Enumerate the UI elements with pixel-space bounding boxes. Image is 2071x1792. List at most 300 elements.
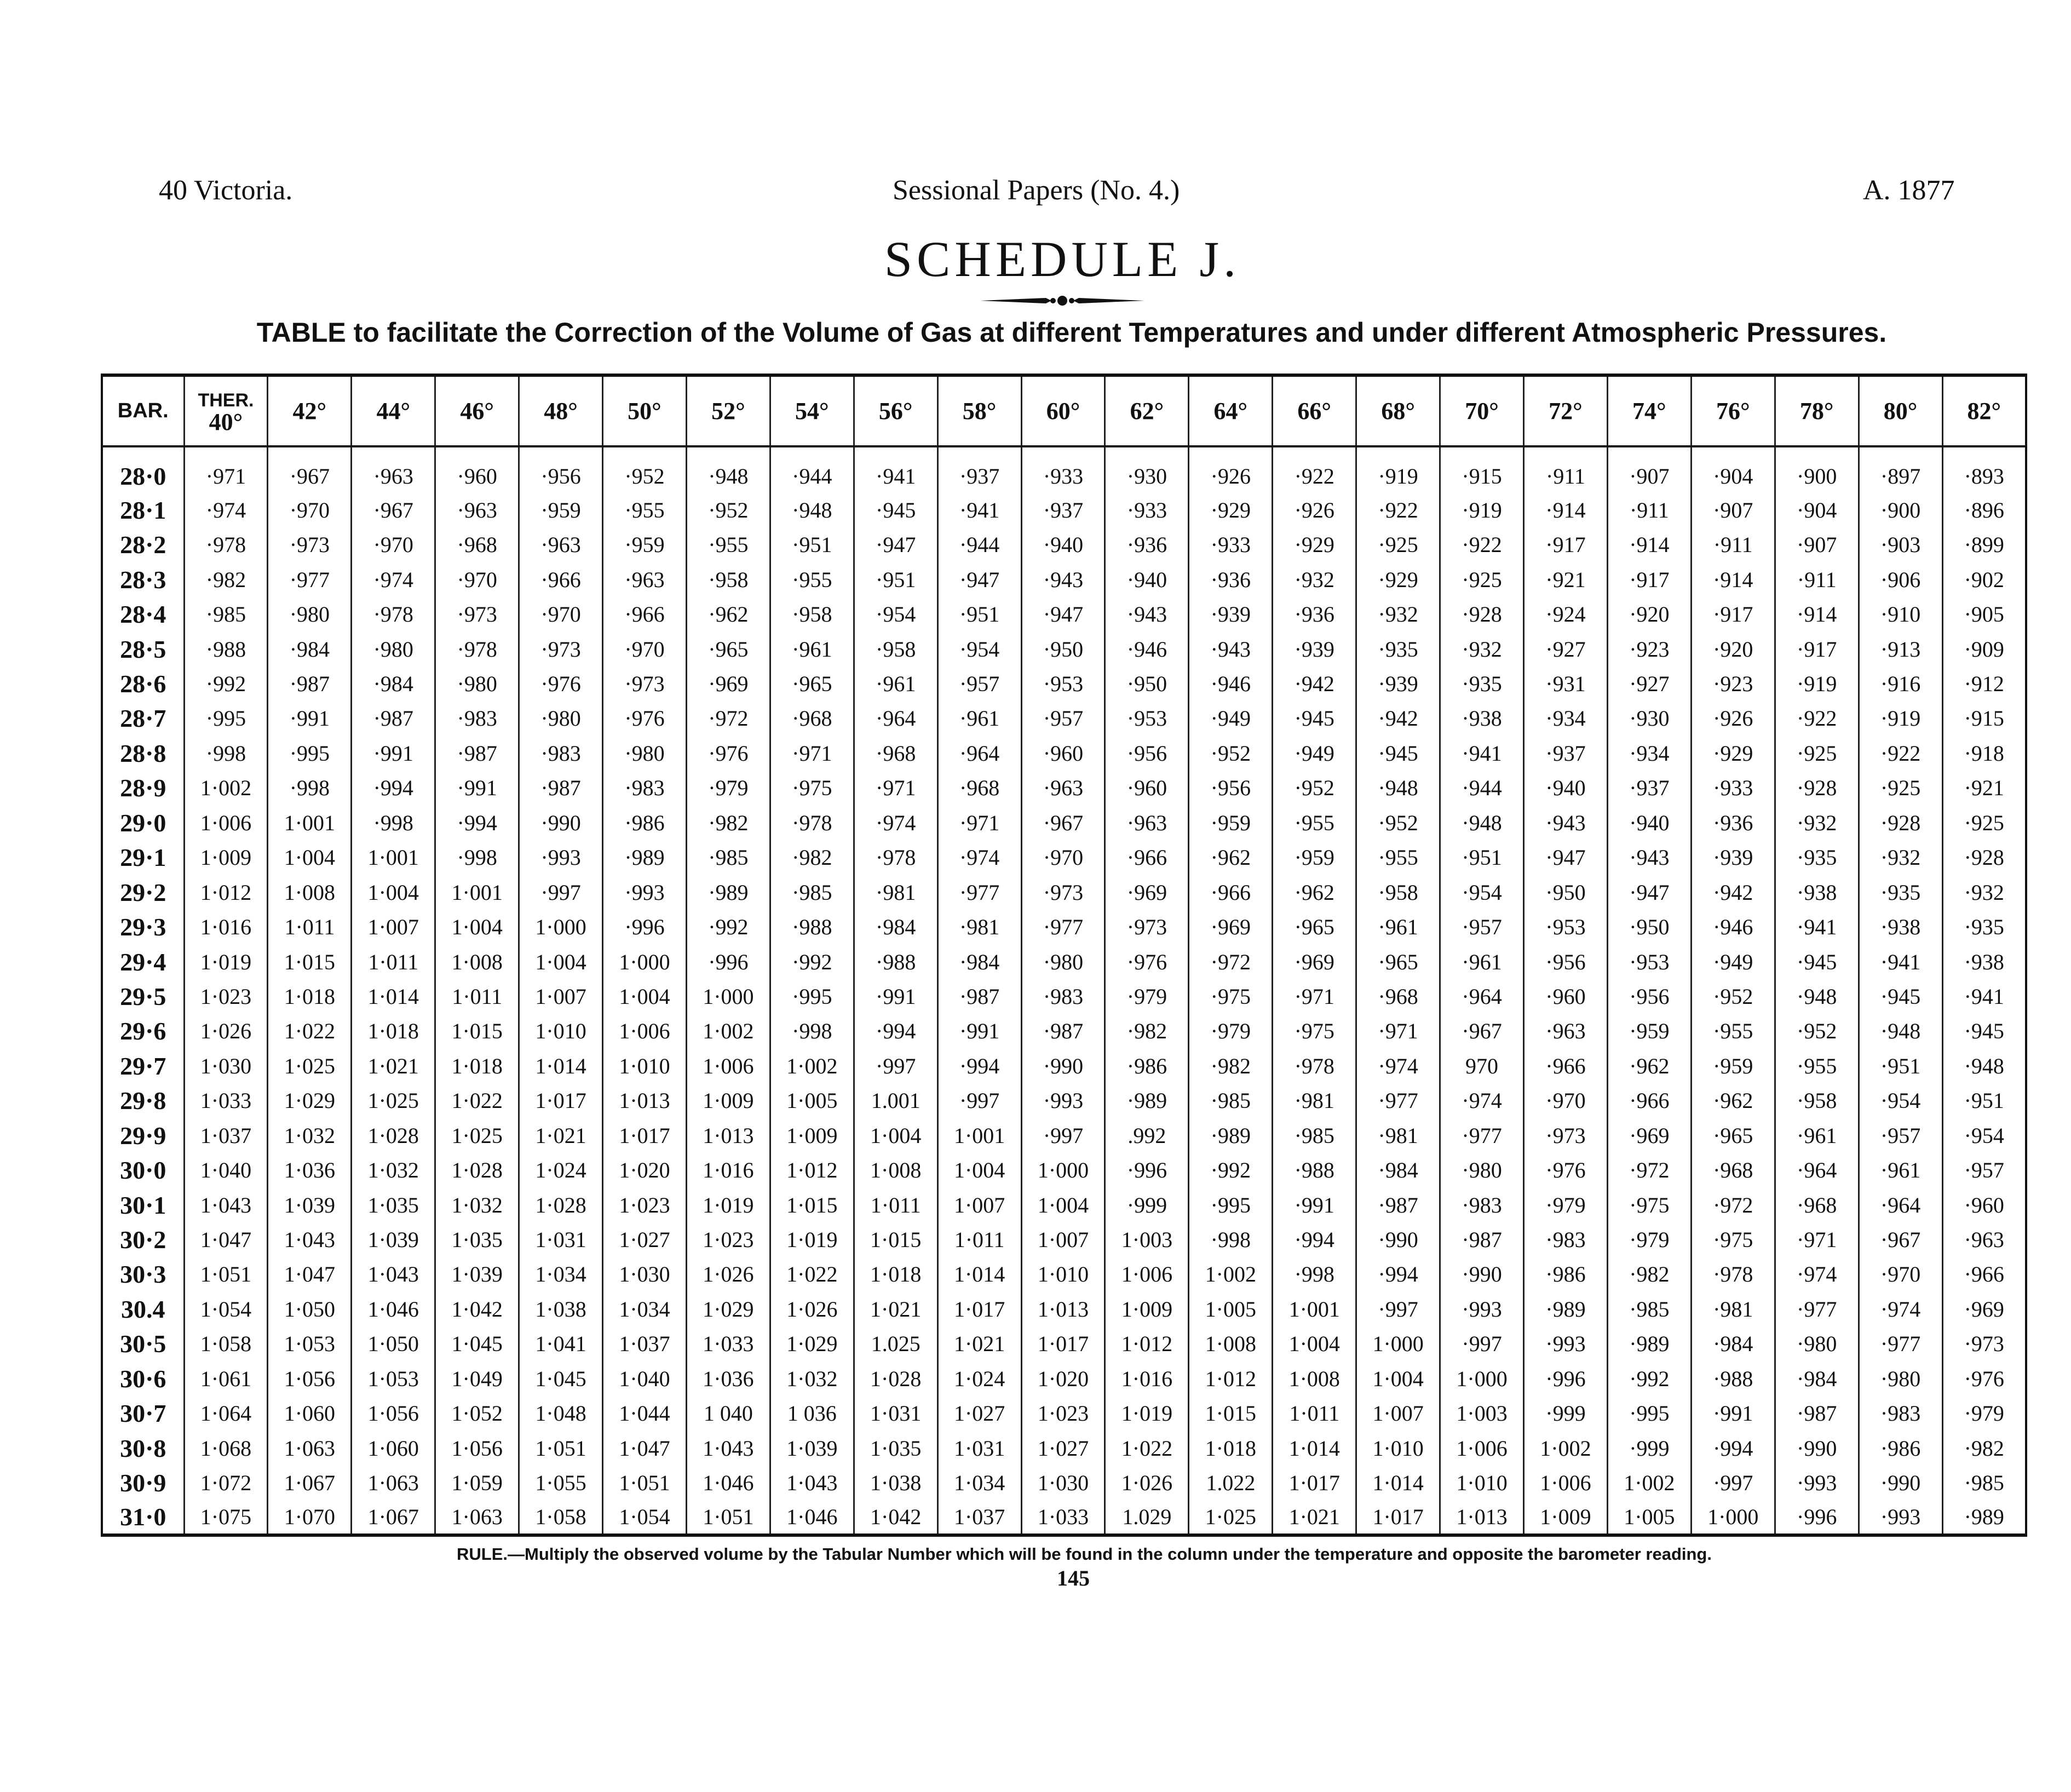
table-cell: 1·025 (352, 1083, 435, 1118)
table-cell: 1·046 (770, 1500, 854, 1535)
table-cell: ·998 (1189, 1222, 1273, 1257)
table-cell: 1·070 (268, 1500, 352, 1535)
barometer-reading: 28·4 (102, 597, 184, 631)
table-cell: 1·045 (519, 1362, 603, 1396)
table-cell: ·946 (1105, 631, 1189, 666)
table-cell: 1·046 (686, 1466, 770, 1500)
table-cell: ·945 (854, 493, 937, 527)
table-row (102, 875, 2026, 909)
table-cell: 1·031 (519, 1222, 603, 1257)
table-cell: 1·063 (268, 1431, 352, 1465)
barometer-reading: 30·6 (102, 1362, 184, 1396)
table-cell: 1·054 (603, 1500, 687, 1535)
table-cell: ·984 (268, 631, 352, 666)
table-cell: ·968 (1356, 979, 1440, 1014)
ther-label: THER. (198, 389, 254, 411)
table-cell: ·911 (1524, 446, 1608, 493)
table-cell: ·988 (854, 944, 937, 979)
temperature-header-17: 74° (1607, 375, 1691, 446)
temperature-header-9: 58° (937, 375, 1021, 446)
table-cell: 1·018 (1189, 1431, 1273, 1465)
table-cell: 1·004 (268, 840, 352, 875)
table-cell: 1·061 (184, 1362, 268, 1396)
table-cell: ·936 (1189, 562, 1273, 596)
table-cell: ·989 (686, 875, 770, 909)
table-cell: 1·017 (1021, 1326, 1105, 1361)
table-cell: ·968 (854, 736, 937, 771)
table-cell: ·995 (1189, 1187, 1273, 1222)
table-cell: ·922 (1775, 701, 1859, 736)
table-cell: 1·023 (603, 1187, 687, 1222)
table-cell: 1·000 (519, 910, 603, 944)
table-cell: ·916 (1859, 667, 1942, 701)
table-cell: ·978 (1273, 1049, 1356, 1083)
table-cell: ·942 (1356, 701, 1440, 736)
table-cell: ·956 (1189, 771, 1273, 805)
table-cell: 1·004 (435, 910, 519, 944)
table-cell: ·934 (1524, 701, 1608, 736)
table-cell: ·979 (1189, 1014, 1273, 1048)
temperature-header-10: 60° (1021, 375, 1105, 446)
table-cell: 1·008 (1273, 1362, 1356, 1396)
table-cell: ·987 (1021, 1014, 1105, 1048)
table-cell: ·954 (937, 631, 1021, 666)
table-cell: 1·016 (184, 910, 268, 944)
table-cell: ·975 (1691, 1222, 1775, 1257)
table-cell: ·955 (686, 527, 770, 562)
table-cell: ·983 (519, 736, 603, 771)
table-cell: ·932 (1859, 840, 1942, 875)
table-cell: ·984 (854, 910, 937, 944)
table-cell: 1·014 (1356, 1466, 1440, 1500)
table-cell: ·977 (1859, 1326, 1942, 1361)
table-cell: ·942 (1273, 667, 1356, 701)
table-cell: ·964 (854, 701, 937, 736)
barometer-reading: 28·7 (102, 701, 184, 736)
table-cell: ·977 (937, 875, 1021, 909)
table-cell: ·973 (1524, 1118, 1608, 1152)
table-cell: ·967 (1021, 806, 1105, 840)
table-cell: ·969 (1607, 1118, 1691, 1152)
table-cell: ·976 (1105, 944, 1189, 979)
barometer-reading: 29·0 (102, 806, 184, 840)
table-cell: ·949 (1189, 701, 1273, 736)
table-cell: 1·002 (1189, 1257, 1273, 1291)
table-cell: ·990 (1356, 1222, 1440, 1257)
table-cell: ·951 (770, 527, 854, 562)
table-cell: 1·011 (1273, 1396, 1356, 1431)
table-cell: ·982 (1607, 1257, 1691, 1291)
table-cell: ·921 (1942, 771, 2026, 805)
table-cell: 1·034 (603, 1292, 687, 1326)
table-cell: ·932 (1273, 562, 1356, 596)
table-cell: 1·021 (854, 1292, 937, 1326)
table-cell: ·944 (770, 446, 854, 493)
table-cell: 1·009 (184, 840, 268, 875)
rule-note: RULE.—Multiply the observed volume by the Tabular Number which will be found in the column under the temperature and opposite the barometer reading. (457, 1544, 1712, 1564)
table-cell: 1·037 (184, 1118, 268, 1152)
table-cell: 1·042 (435, 1292, 519, 1326)
table-cell: ·984 (937, 944, 1021, 979)
table-cell: ·959 (1607, 1014, 1691, 1048)
table-cell: 1·004 (352, 875, 435, 909)
table-cell: 1·038 (519, 1292, 603, 1326)
table-cell: ·987 (937, 979, 1021, 1014)
table-cell: 1·023 (1021, 1396, 1105, 1431)
temperature-header-12: 64° (1189, 375, 1273, 446)
table-cell: 1·004 (1356, 1362, 1440, 1396)
table-cell: ·935 (1942, 910, 2026, 944)
table-cell: 1·026 (184, 1014, 268, 1048)
table-cell: ·959 (1691, 1049, 1775, 1083)
table-cell: ·970 (352, 527, 435, 562)
table-cell: 1 040 (686, 1396, 770, 1431)
table-cell: ·961 (854, 667, 937, 701)
table-cell: ·965 (1273, 910, 1356, 944)
table-cell: 1·024 (937, 1362, 1021, 1396)
table-cell: 1·007 (1021, 1222, 1105, 1257)
table-cell: 1·055 (519, 1466, 603, 1500)
table-cell: 1·010 (519, 1014, 603, 1048)
table-cell: ·928 (1859, 806, 1942, 840)
table-cell: ·985 (1189, 1083, 1273, 1118)
table-cell: 1·012 (1189, 1362, 1273, 1396)
table-cell: ·971 (1273, 979, 1356, 1014)
table-cell: 1.022 (1189, 1466, 1273, 1500)
table-cell: 1·039 (352, 1222, 435, 1257)
table-cell: ·993 (519, 840, 603, 875)
table-cell: 1·004 (1021, 1187, 1105, 1222)
table-cell: 1·031 (854, 1396, 937, 1431)
table-cell: ·925 (1942, 806, 2026, 840)
temperature-header-7: 54° (770, 375, 854, 446)
table-cell: ·997 (519, 875, 603, 909)
table-row (102, 1187, 2026, 1222)
table-cell: ·928 (1775, 771, 1859, 805)
table-cell: ·963 (1942, 1222, 2026, 1257)
barometer-reading: 30·0 (102, 1153, 184, 1187)
table-cell: ·918 (1942, 736, 2026, 771)
table-cell: ·951 (854, 562, 937, 596)
table-cell: ·952 (603, 446, 687, 493)
table-cell: ·959 (603, 527, 687, 562)
table-cell: ·919 (1356, 446, 1440, 493)
gas-correction-table (101, 374, 2027, 1537)
table-cell: 1·036 (268, 1153, 352, 1187)
table-cell: 1·047 (268, 1257, 352, 1291)
table-cell: ·940 (1105, 562, 1189, 596)
table-cell: 1·004 (1273, 1326, 1356, 1361)
table-cell: 1·002 (1607, 1466, 1691, 1500)
table-cell: 1·039 (268, 1187, 352, 1222)
table-cell: ·997 (1440, 1326, 1524, 1361)
table-cell: ·952 (1189, 736, 1273, 771)
table-cell: ·940 (1021, 527, 1105, 562)
table-cell: ·986 (1524, 1257, 1608, 1291)
table-cell: 1·043 (184, 1187, 268, 1222)
table-cell: 1·028 (352, 1118, 435, 1152)
table-cell: ·952 (1356, 806, 1440, 840)
table-cell: ·936 (1273, 597, 1356, 631)
table-cell: ·977 (1356, 1083, 1440, 1118)
table-cell: ·978 (352, 597, 435, 631)
table-cell: ·982 (184, 562, 268, 596)
table-cell: 1·023 (686, 1222, 770, 1257)
table-cell: ·974 (1859, 1292, 1942, 1326)
table-cell: ·930 (1607, 701, 1691, 736)
table-cell: ·896 (1942, 493, 2026, 527)
table-row (102, 1118, 2026, 1152)
table-cell: ·972 (1189, 944, 1273, 979)
table-cell: ·965 (770, 667, 854, 701)
temperature-header-13: 66° (1273, 375, 1356, 446)
table-cell: ·995 (268, 736, 352, 771)
table-cell: ·960 (1021, 736, 1105, 771)
table-cell: 1·027 (937, 1396, 1021, 1431)
table-cell: ·922 (1273, 446, 1356, 493)
table-cell: ·970 (1021, 840, 1105, 875)
table-cell: ·974 (184, 493, 268, 527)
table-cell: ·948 (1440, 806, 1524, 840)
table-cell: ·979 (1607, 1222, 1691, 1257)
table-cell: 1.029 (1105, 1500, 1189, 1535)
temperature-header-1: 42° (268, 375, 352, 446)
table-cell: ·987 (435, 736, 519, 771)
table-cell: ·932 (1942, 875, 2026, 909)
table-cell: 1·024 (519, 1153, 603, 1187)
table-cell: ·930 (1105, 446, 1189, 493)
table-cell: ·962 (1607, 1049, 1691, 1083)
table-cell: ·961 (1775, 1118, 1859, 1152)
table-cell: 1·009 (770, 1118, 854, 1152)
barometer-reading: 29·3 (102, 910, 184, 944)
table-cell: 1·039 (435, 1257, 519, 1291)
table-cell: ·957 (1021, 701, 1105, 736)
table-cell: 1·022 (770, 1257, 854, 1291)
table-cell: 1·007 (937, 1187, 1021, 1222)
table-cell: ·968 (1691, 1153, 1775, 1187)
table-cell: ·985 (1273, 1118, 1356, 1152)
table-cell: ·962 (686, 597, 770, 631)
table-cell: ·920 (1691, 631, 1775, 666)
table-cell: 1·010 (603, 1049, 687, 1083)
table-cell: 1·015 (854, 1222, 937, 1257)
table-cell: ·995 (770, 979, 854, 1014)
table-row (102, 1326, 2026, 1361)
header-right-text: A. 1877 (1863, 175, 1955, 206)
table-row (102, 1431, 2026, 1465)
table-cell: ·939 (1691, 840, 1775, 875)
table-row (102, 1466, 2026, 1500)
table-cell: ·989 (1607, 1326, 1691, 1361)
table-cell: ·954 (1859, 1083, 1942, 1118)
table-cell: ·929 (1273, 527, 1356, 562)
table-cell: 1·022 (435, 1083, 519, 1118)
table-cell: 1·018 (435, 1049, 519, 1083)
table-cell: ·963 (352, 446, 435, 493)
table-cell: ·979 (1942, 1396, 2026, 1431)
table-cell: 1·022 (1105, 1431, 1189, 1465)
table-cell: ·983 (1859, 1396, 1942, 1431)
table-cell: ·962 (1691, 1083, 1775, 1118)
table-cell: ·966 (1105, 840, 1189, 875)
table-cell: 1·000 (1440, 1362, 1524, 1396)
table-cell: 1·056 (268, 1362, 352, 1396)
table-cell: 1·030 (1021, 1466, 1105, 1500)
table-cell: ·972 (1691, 1187, 1775, 1222)
table-cell: ·973 (603, 667, 687, 701)
table-row (102, 1049, 2026, 1083)
table-cell: ·992 (1189, 1153, 1273, 1187)
table-cell: ·935 (1775, 840, 1859, 875)
table-row (102, 1362, 2026, 1396)
table-cell: ·946 (1189, 667, 1273, 701)
table-cell: ·971 (770, 736, 854, 771)
table-cell: ·907 (1691, 493, 1775, 527)
table-cell: 1·001 (937, 1118, 1021, 1152)
table-cell: ·967 (1440, 1014, 1524, 1048)
table-cell: ·909 (1942, 631, 2026, 666)
table-row (102, 1222, 2026, 1257)
table-cell: 1·001 (435, 875, 519, 909)
table-row (102, 910, 2026, 944)
header-center-text: Sessional Papers (No. 4.) (893, 175, 1180, 206)
table-cell: 1·064 (184, 1396, 268, 1431)
table-cell: ·982 (1105, 1014, 1189, 1048)
table-cell: ·955 (770, 562, 854, 596)
table-cell: 1·033 (686, 1326, 770, 1361)
table-cell: ·998 (184, 736, 268, 771)
table-cell: ·993 (603, 875, 687, 909)
table-cell: 1·021 (352, 1049, 435, 1083)
table-cell: ·924 (1524, 597, 1608, 631)
table-cell: ·982 (1189, 1049, 1273, 1083)
table-cell: ·926 (1189, 446, 1273, 493)
table-cell: ·963 (603, 562, 687, 596)
table-cell: ·958 (854, 631, 937, 666)
table-cell: ·917 (1607, 562, 1691, 596)
table-cell: ·997 (937, 1083, 1021, 1118)
table-cell: ·943 (1607, 840, 1691, 875)
table-cell: ·897 (1859, 446, 1942, 493)
barometer-reading: 29·7 (102, 1049, 184, 1083)
table-cell: ·940 (1607, 806, 1691, 840)
table-cell: 1·034 (519, 1257, 603, 1291)
table-cell: ·996 (603, 910, 687, 944)
table-cell: ·911 (1607, 493, 1691, 527)
table-cell: ·993 (1021, 1083, 1105, 1118)
table-row (102, 527, 2026, 562)
table-cell: ·958 (686, 562, 770, 596)
table-cell: 1·017 (1273, 1466, 1356, 1500)
table-cell: 1·028 (435, 1153, 519, 1187)
table-cell: ·953 (1524, 910, 1608, 944)
table-cell: ·964 (937, 736, 1021, 771)
table-cell: ·990 (519, 806, 603, 840)
table-cell: 1·008 (1189, 1326, 1273, 1361)
table-cell: ·935 (1859, 875, 1942, 909)
table-cell: ·910 (1859, 597, 1942, 631)
table-cell: ·947 (1607, 875, 1691, 909)
table-cell: ·963 (1021, 771, 1105, 805)
table-cell: ·914 (1607, 527, 1691, 562)
table-cell: ·903 (1859, 527, 1942, 562)
table-cell: 1·007 (519, 979, 603, 1014)
table-cell: ·978 (770, 806, 854, 840)
table-cell: ·999 (1524, 1396, 1608, 1431)
table-cell: ·951 (937, 597, 1021, 631)
table-cell: ·962 (1189, 840, 1273, 875)
table-cell: ·964 (1775, 1153, 1859, 1187)
table-cell: ·998 (435, 840, 519, 875)
table-cell: ·998 (352, 806, 435, 840)
table-cell: ·997 (1691, 1466, 1775, 1500)
table-cell: 1·027 (603, 1222, 687, 1257)
page-number: 145 (1057, 1566, 1090, 1590)
table-cell: 1·063 (435, 1500, 519, 1535)
table-row (102, 493, 2026, 527)
barometer-reading: 30·8 (102, 1431, 184, 1465)
table-cell: ·978 (435, 631, 519, 666)
table-cell: ·937 (1524, 736, 1608, 771)
table-cell: ·937 (1021, 493, 1105, 527)
table-cell: 1·011 (352, 944, 435, 979)
table-cell: ·991 (854, 979, 937, 1014)
table-cell: ·932 (1356, 597, 1440, 631)
table-cell: 1·036 (686, 1362, 770, 1396)
table-cell: ·945 (1942, 1014, 2026, 1048)
temperature-header-16: 72° (1524, 375, 1608, 446)
table-cell: 1·050 (352, 1326, 435, 1361)
table-cell: ·893 (1942, 446, 2026, 493)
barometer-reading: 31·0 (102, 1500, 184, 1535)
table-cell: ·970 (1524, 1083, 1608, 1118)
table-row (102, 597, 2026, 631)
table-cell: ·987 (519, 771, 603, 805)
table-cell: 1·018 (352, 1014, 435, 1048)
table-cell: ·987 (1356, 1187, 1440, 1222)
table-cell: ·925 (1440, 562, 1524, 596)
table-cell: ·990 (1440, 1257, 1524, 1291)
table-cell: ·928 (1440, 597, 1524, 631)
table-cell: 1·010 (1021, 1257, 1105, 1291)
table-cell: ·973 (1105, 910, 1189, 944)
table-cell: ·907 (1775, 527, 1859, 562)
table-cell: ·939 (1273, 631, 1356, 666)
table-cell: ·977 (1021, 910, 1105, 944)
barometer-reading: 29·2 (102, 875, 184, 909)
table-cell: ·965 (1356, 944, 1440, 979)
table-cell: ·981 (1691, 1292, 1775, 1326)
table-cell: ·929 (1356, 562, 1440, 596)
table-cell: ·971 (854, 771, 937, 805)
table-cell: 1·028 (519, 1187, 603, 1222)
table-cell: ·993 (1524, 1326, 1608, 1361)
barometer-reading: 29·9 (102, 1118, 184, 1152)
table-cell: ·989 (603, 840, 687, 875)
table-cell: ·950 (1021, 631, 1105, 666)
table-cell: ·937 (937, 446, 1021, 493)
table-cell: ·899 (1942, 527, 2026, 562)
table-cell: ·988 (770, 910, 854, 944)
table-cell: ·980 (1440, 1153, 1524, 1187)
table-cell: 1·016 (686, 1153, 770, 1187)
table-cell: ·976 (519, 667, 603, 701)
table-cell: 1·011 (268, 910, 352, 944)
table-cell: ·978 (1691, 1257, 1775, 1291)
table-cell: 1·001 (1273, 1292, 1356, 1326)
table-cell: 1·059 (435, 1466, 519, 1500)
